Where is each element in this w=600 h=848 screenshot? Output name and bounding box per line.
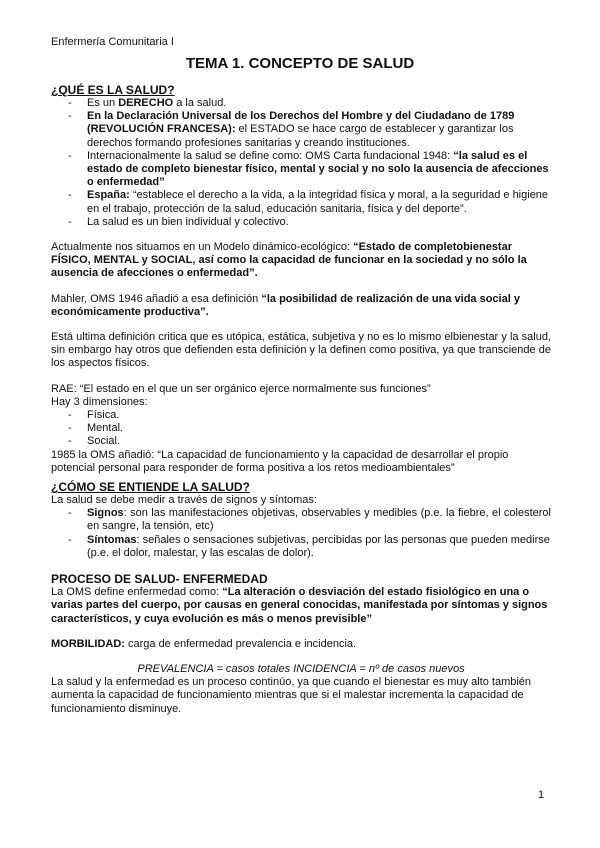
paragraph-critica: Está ultima definición critica que es utópica, estática, subjetiva y no es lo mismo elbienestar y la salud, sin embargo hay otros que defienden esta definición y la definen como positiva, ya que transciende de los aspectos físicos. xyxy=(51,331,551,370)
paragraph-proceso-continuo: La salud y la enfermedad es un proceso continúo, ya que cuando el bienestar es muy alto también aumenta la capacidad de funcionamiento mientras que si el malestar incrementa la capacidad de funcionamiento disminuye. xyxy=(51,676,532,715)
dimensions-list xyxy=(51,409,551,449)
paragraph-modelo: Actualmente nos situamos en un Modelo dinámico-ecológico: “Estado de completobienestar FÍSICO, MENTAL y SOCIAL, así como la capacidad de funcionar en la sociedad y no sólo la ausencia de afecciones o enfermedad”. xyxy=(51,241,527,280)
section-heading-que-es: ¿QUÉ ES LA SALUD? xyxy=(51,83,175,97)
paragraph-enfermedad: La OMS define enfermedad como: “La alteración o desviación del estado fisiológico en una o varias partes del cuerpo, por causas en general conocidas, manifestada por síntomas y signos característicos, y cuya evolución es más o menos previsible” xyxy=(51,586,548,625)
paragraph-rae: RAE: “El estado en el que un ser orgánico ejerce normalmente sus funciones” xyxy=(51,382,431,395)
list-item: - Internacionalmente la salud se define como: OMS Carta fundacional 1948: “la salud es el estado de completo bienestar físico, mental y social y no solo la ausencia de afecciones o enfermedad” xyxy=(51,150,551,190)
list-item: - Mental. xyxy=(51,422,551,435)
section-heading-como-se-entiende: ¿CÓMO SE ENTIENDE LA SALUD? xyxy=(51,480,250,495)
page-number: 1 xyxy=(538,789,545,801)
list-item: - Física. xyxy=(51,409,551,422)
paragraph-mahler: Mahler, OMS 1946 añadió a esa definición “la posibilidad de realización de una vida social y económicamente productiva”. xyxy=(51,292,520,318)
list-item: - Es un DERECHO a la salud. xyxy=(51,97,551,110)
paragraph-signos-intro: La salud se debe medir a través de signos y síntomas: xyxy=(51,494,317,507)
list-item: - En la Declaración Universal de los Derechos del Hombre y del Ciudadano de 1789 (REVOLUCIÓN FRANCESA): el ESTADO se hace cargo de establecer y garantizar los derechos formando profesiones sanitarias y creando instituciones. xyxy=(51,110,551,150)
list-item: - Signos: son las manifestaciones objetivas, observables y medibles (p.e. la fiebre, el colesterol en sangre, la tensión, etc) xyxy=(51,507,551,533)
list-item: - La salud es un bien individual y colectivo. xyxy=(51,216,551,229)
paragraph-oms-1985: 1985 la OMS añadió: “La capacidad de funcionamiento y la capacidad de desarrollar el propio potencial personal para responder de forma positiva a los retos medioambientales” xyxy=(51,448,509,474)
signs-list xyxy=(51,507,551,560)
list-item: - Síntomas: señales o sensaciones subjetivas, percibidas por las personas que pueden medirse (p.e. el dolor, malestar, y las escalas de dolor). xyxy=(51,534,551,560)
formula-line: PREVALENCIA = casos totales INCIDENCIA = nº de casos nuevos xyxy=(137,662,465,675)
list-item: - España: “establece el derecho a la vida, a la integridad física y moral, a la seguridad e higiene en el trabajo, protección de la salud, educación sanitaria, física y del deporte”. xyxy=(51,189,551,215)
paragraph-dimensiones: Hay 3 dimensiones: xyxy=(51,395,148,408)
section-heading-proceso: PROCESO DE SALUD- ENFERMEDAD xyxy=(51,572,268,587)
document-body xyxy=(51,83,551,716)
paragraph-morbilidad: MORBILIDAD: carga de enfermedad prevalencia e incidencia. xyxy=(51,637,357,650)
page-title: TEMA 1. CONCEPTO DE SALUD xyxy=(185,55,415,72)
list-item: - Social. xyxy=(51,435,551,448)
definition-list xyxy=(51,97,551,229)
running-header: Enfermería Comunitaria I xyxy=(51,36,174,48)
